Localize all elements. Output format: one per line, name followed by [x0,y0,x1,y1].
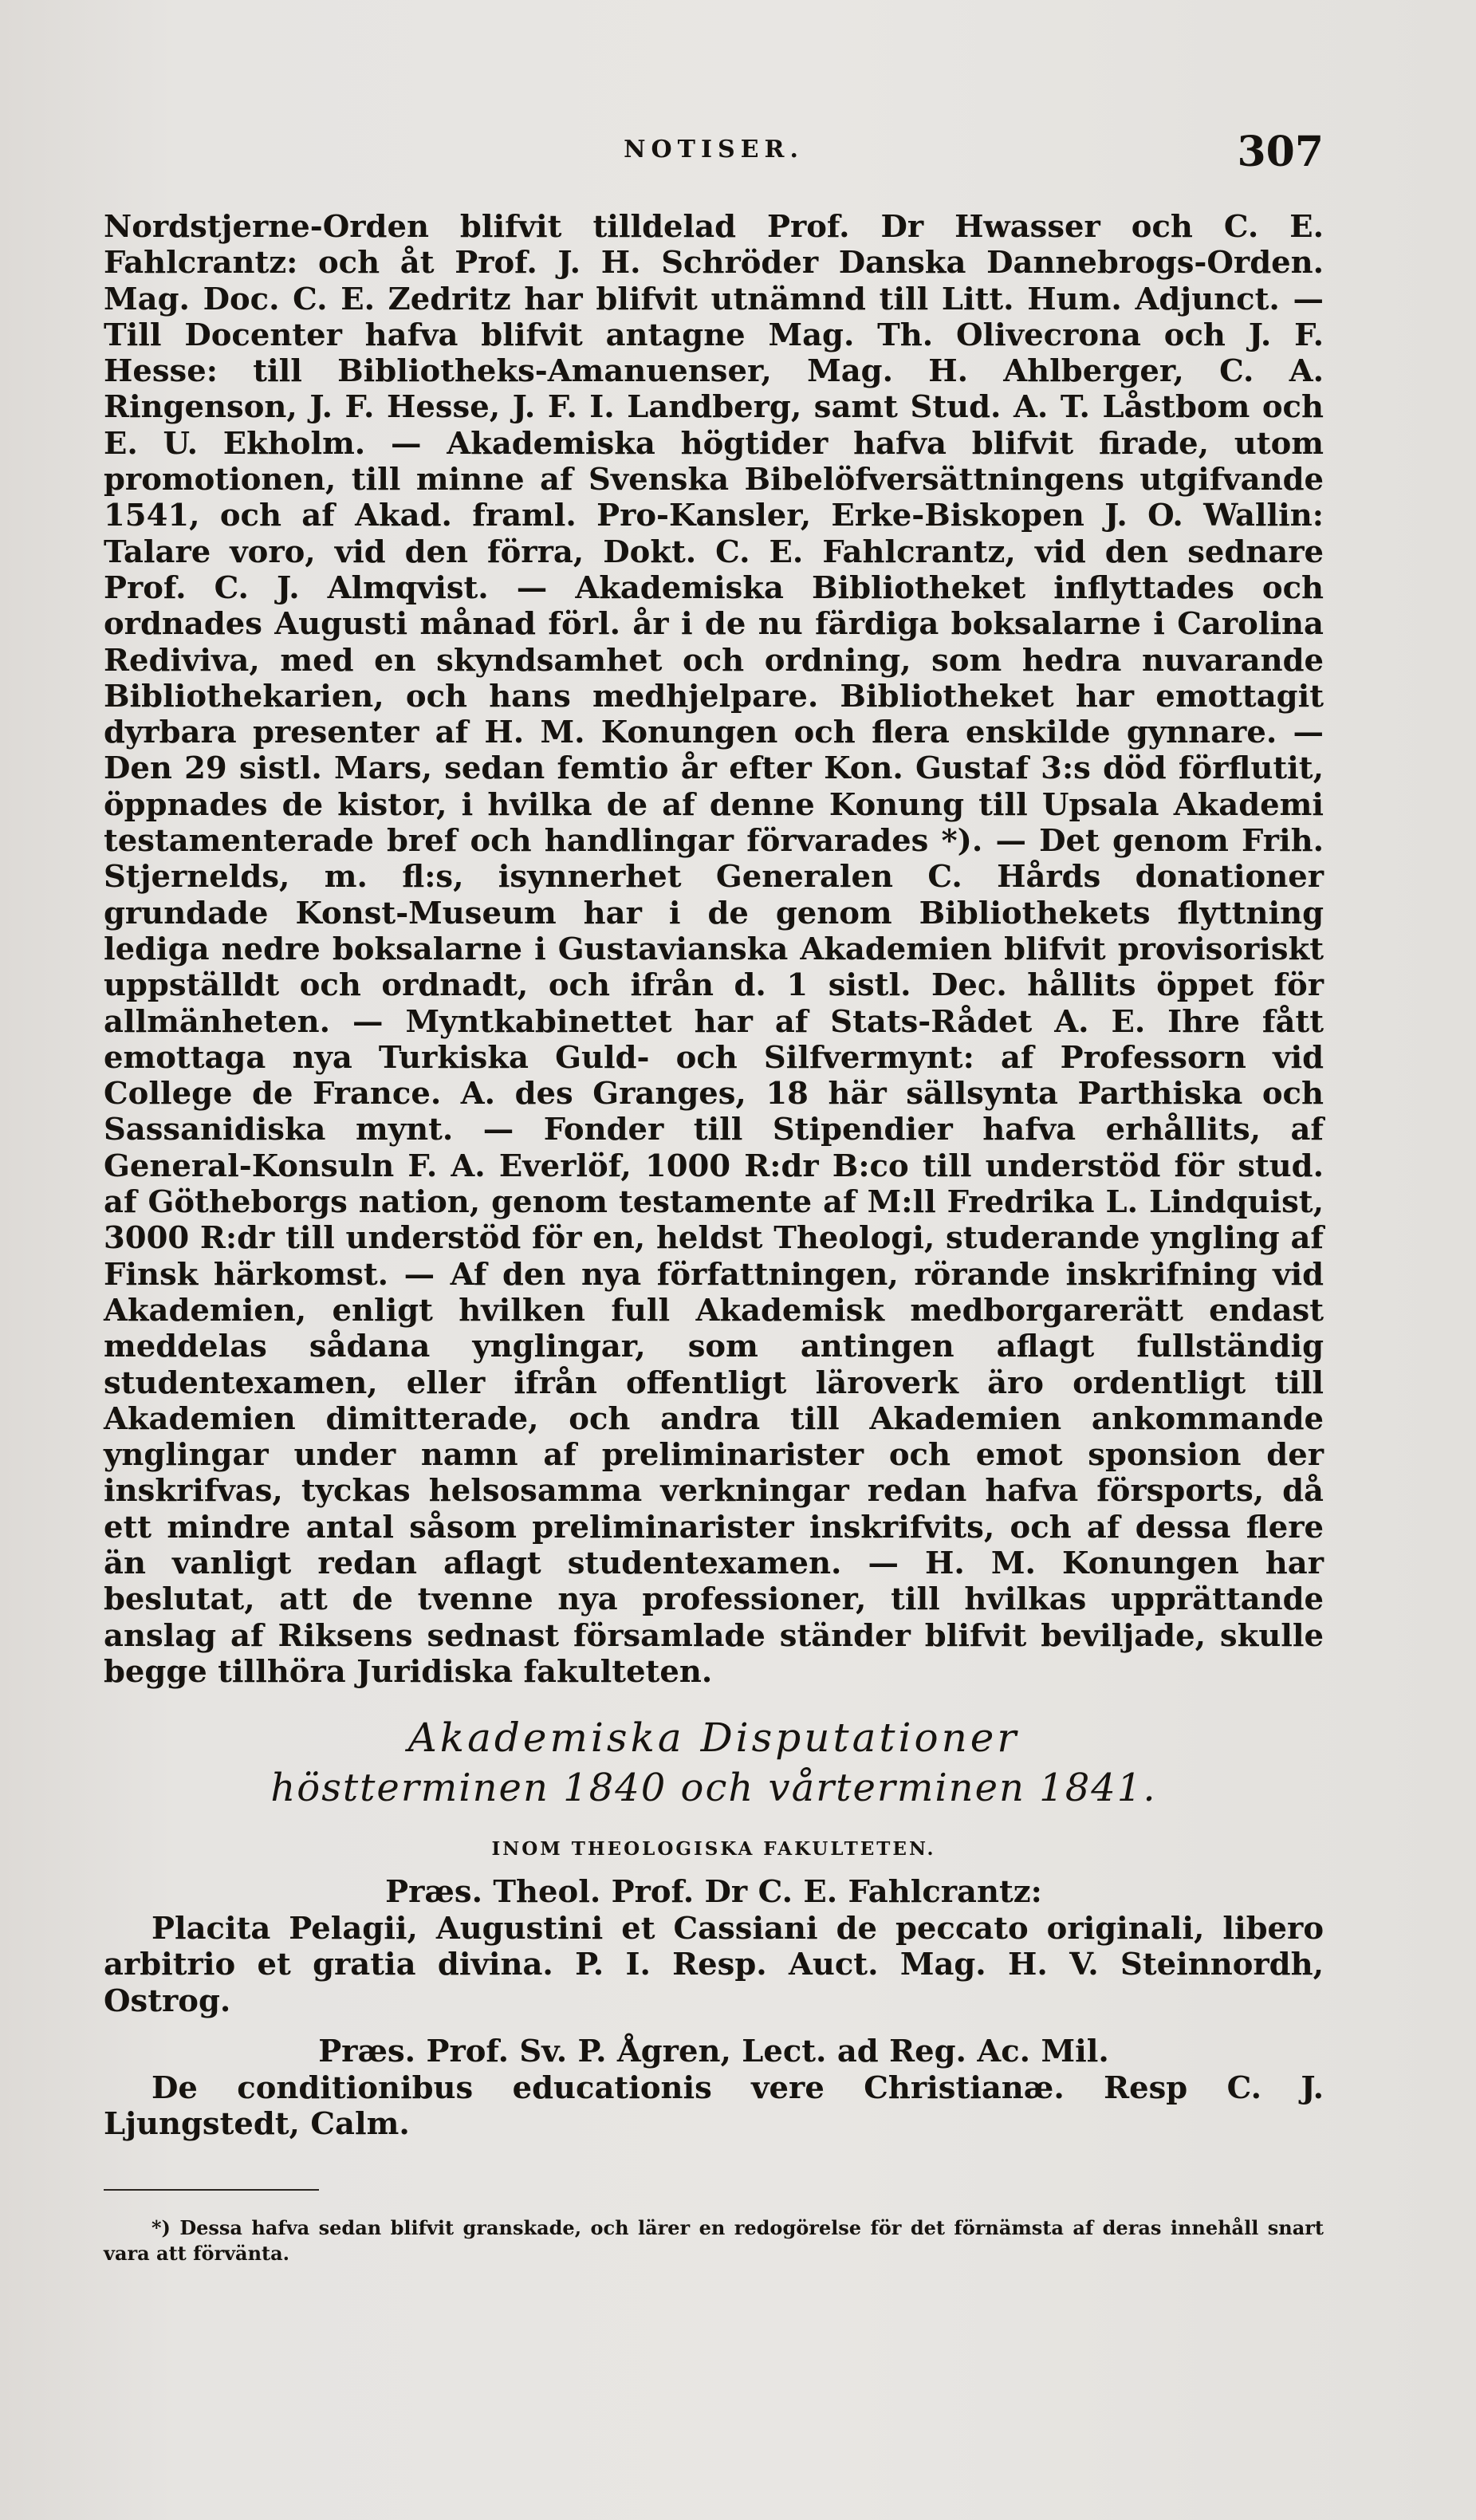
notices-body [104,209,1324,1690]
dissertation-entry [104,1874,1324,2019]
faculty-heading: INOM THEOLOGISKA FAKULTETEN. [491,1838,936,1860]
section-heading: Akademiska Disputationer [407,1715,1020,1761]
footnote: *) Dessa hafva sedan blifvit granskade, och lärer en redogörelse för det förnämsta af deras innehåll snart vara att förvänta. [104,2216,1324,2265]
praeses-line: Præs. Prof. Sv. P. Ågren, Lect. ad Reg. Ac. Mil. [318,2034,1109,2069]
page-header [104,128,1324,183]
section-subheading: höstterminen 1840 och vårterminen 1841. [270,1766,1157,1810]
dissertation-title: Placita Pelagii, Augustini et Cassiani de peccato originali, libero arbitrio et gratia divina. P. I. Resp. Auct. Mag. H. V. Steinnordh, Ostrog. [104,1910,1324,2019]
running-title: NOTISER. [624,136,804,163]
notices-paragraph: Nordstjerne-Orden blifvit tilldelad Prof. Dr Hwasser och C. E. Fahlcrantz: och åt Prof. J. H. Schröder Danska Dannebrogs-Orden. Mag. Doc. C. E. Zedritz har blifvit utnämnd till Litt. Hum. Adjunct. — Till Docenter hafva blifvit antagne Mag. Th. Olivecrona och J. F. Hesse: till Bibliotheks-Amanuenser, Mag. H. Ahlberger, C. A. Ringenson, J. F. Hesse, J. F. I. Landberg, samt Stud. A. T. Låstbom och E. U. Ekholm. — Akademiska högtider hafva blifvit firade, utom promotionen, till minne af Svenska Bibelöfversättningens utgifvande 1541, och af Akad. framl. Pro-Kansler, Erke-Biskopen J. O. Wallin: Talare voro, vid den förra, Dokt. C. E. Fahlcrantz, vid den sednare Prof. C. J. Almqvist. — Akademiska Bibliotheket inflyttades och ordnades Augusti månad förl. år i de nu färdiga boksalarne i Carolina Rediviva, med en skyndsamhet och ordning, som hedra nuvarande Bibliothekarien, och hans medhjelpare. Bibliotheket har emottagit dyrbara presenter af H. M. Konungen och flera enskilde gynnare. — Den 29 sistl. Mars, sedan femtio år efter Kon. Gustaf 3:s död förflutit, öppnades de kistor, i hvilka de af denne Konung till Upsala Akademi testamenterade bref och handlingar förvarades *). — Det genom Frih. Stjernelds, m. fl:s, isynnerhet Generalen C. Hårds donationer grundade Konst-Museum har i de genom Bibliothekets flyttning lediga nedre boksalarne i Gustavianska Akademien blifvit provisoriskt uppställdt och ordnadt, och ifrån d. 1 sistl. Dec. hållits öppet för allmänheten. — Myntkabinettet har af Stats-Rådet A. E. Ihre fått emottaga nya Turkiska Guld- och Silfvermynt: af Professorn vid College de France. A. des Granges, 18 här sällsynta Parthiska och Sassanidiska mynt. — Fonder till Stipendier hafva erhållits, af General-Konsuln F. A. Everlöf, 1000 R:dr B:co till understöd för stud. af Götheborgs nation, genom testamente af M:ll Fredrika L. Lindquist, 3000 R:dr till understöd för en, heldst Theologi, studerande yngling af Finsk härkomst. — Af den nya författningen, rörande inskrifning vid Akademien, enligt hvilken full Akademisk medborgarerätt endast meddelas sådana ynglingar, som antingen aflagt fullständig studentexamen, eller ifrån offentligt läroverk äro ordentligt till Akademien dimitterade, och andra till Akademien ankommande ynglingar under namn af preliminarister och emot sponsion der inskrifvas, tyckas helsosamma verkningar redan hafva försports, då ett mindre antal såsom preliminarister inskrifvits, och af dessa flere än vanligt redan aflagt studentexamen. — H. M. Konungen har beslutat, att de tvenne nya professioner, till hvilkas upprättande anslag af Riksens sednast församlade ständer blifvit beviljade, skulle begge tillhöra Juridiska fakulteten. [104,209,1324,1690]
dissertation-entry [104,2034,1324,2143]
footnote-divider [104,2189,319,2191]
page-number: 307 [1237,128,1324,176]
dissertation-title: De conditionibus educationis vere Christianæ. Resp C. J. Ljungstedt, Calm. [104,2069,1324,2142]
praeses-line: Præs. Theol. Prof. Dr C. E. Fahlcrantz: [385,1874,1042,1910]
